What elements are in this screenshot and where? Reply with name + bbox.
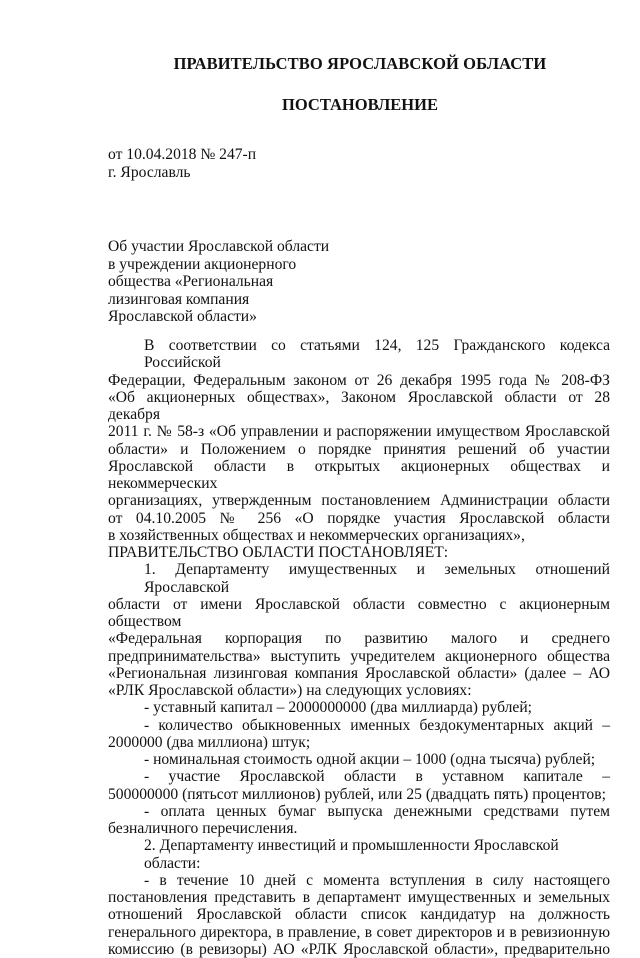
text-line: безналичного перечисления. [108,820,298,837]
text-line: в хозяйственных обществах и некоммерческих организациях», [108,526,525,544]
text-line: «Об акционерных обществах», Законом Ярославской области от 28 декабря [108,388,610,423]
subject-line: Об участии Ярославской области [108,238,330,255]
document-body [108,337,610,958]
item-1-paragraph [108,561,610,699]
text-line: «РЛК Ярославской области») на следующих условиях: [108,682,472,699]
subject-line: Ярославской области» [108,308,257,325]
document-meta [108,146,256,182]
subject-line: в учреждении акционерного [108,255,297,273]
text-line: генерального директора, в правление, в совет директоров и в ревизионную [108,923,610,941]
text-line: организациях, утвержденным постановлением Администрации области [108,492,610,510]
list-item [108,768,610,803]
text-line: Федерации, Федеральным законом от 26 декабря 1995 года № 208-ФЗ [108,371,610,389]
list-item [108,699,610,716]
text-line: В соответствии со статьями 124, 125 Гражданского кодекса Российской [144,337,610,372]
item-2-heading: 2. Департаменту инвестиций и промышленности Ярославской области: [144,837,559,872]
document-type-title: ПОСТАНОВЛЕНИЕ [282,95,438,114]
preamble-paragraph [108,337,610,544]
text-line: - номинальная стоимость одной акции – 1000 (одна тысяча) рублей; [144,751,596,768]
text-line: 500000000 (пятьсот миллионов) рублей, или 25 (двадцать пять) процентов; [108,785,606,803]
list-item [108,803,610,838]
text-line: от 04.10.2005 № 256 «О порядке участия Ярославской области [108,509,610,527]
text-line: 2000000 (два миллиона) штук; [108,733,311,751]
resolves-statement: ПРАВИТЕЛЬСТВО ОБЛАСТИ ПОСТАНОВЛЯЕТ: [108,544,449,561]
text-line: области от имени Ярославской области совместно с акционерным обществом [108,595,610,630]
date-number: от 10.04.2018 № 247-п [108,146,257,163]
city: г. Ярославль [108,164,191,181]
subject-line: общества «Региональная [108,273,274,290]
text-line: предпринимательства» выступить учредителем акционерного общества [108,647,610,665]
list-item [108,751,610,768]
text-line: отношений Ярославской области список кандидатур на должность [108,906,610,924]
text-line: «Федеральная корпорация по развитию малого и среднего [108,630,610,648]
subject-line: лизинговая компания [108,290,250,308]
text-line: - участие Ярославской области в уставном капитале – [144,768,610,786]
text-line: комиссию (в ревизоры) АО «РЛК Ярославской области», предварительно [108,940,610,958]
text-line: - в течение 10 дней с момента вступления в силу настоящего [144,871,610,889]
text-line: - уставный капитал – 2000000000 (два миллиарда) рублей; [144,699,533,717]
government-title: ПРАВИТЕЛЬСТВО ЯРОСЛАВСКОЙ ОБЛАСТИ [173,54,547,73]
text-line: области» и Положением о порядке принятия решений об участии [108,440,610,458]
document-subject [108,238,329,326]
text-line: 2011 г. № 58-з «Об управлении и распоряжении имуществом Ярославской [108,423,610,441]
text-line: постановления представить в департамент имущественных и земельных [108,889,610,906]
list-item [108,717,610,752]
text-line: «Региональная лизинговая компания Ярославской области» (далее – АО [108,664,610,682]
text-line: 1. Департаменту имущественных и земельных отношений Ярославской [144,561,610,596]
text-line: - количество обыкновенных именных бездокументарных акций – [144,716,610,734]
text-line: - оплата ценных бумаг выпуска денежными средствами путем [144,802,610,820]
text-line: Ярославской области в открытых акционерных обществах и некоммерческих [108,457,610,492]
list-item [108,872,610,958]
